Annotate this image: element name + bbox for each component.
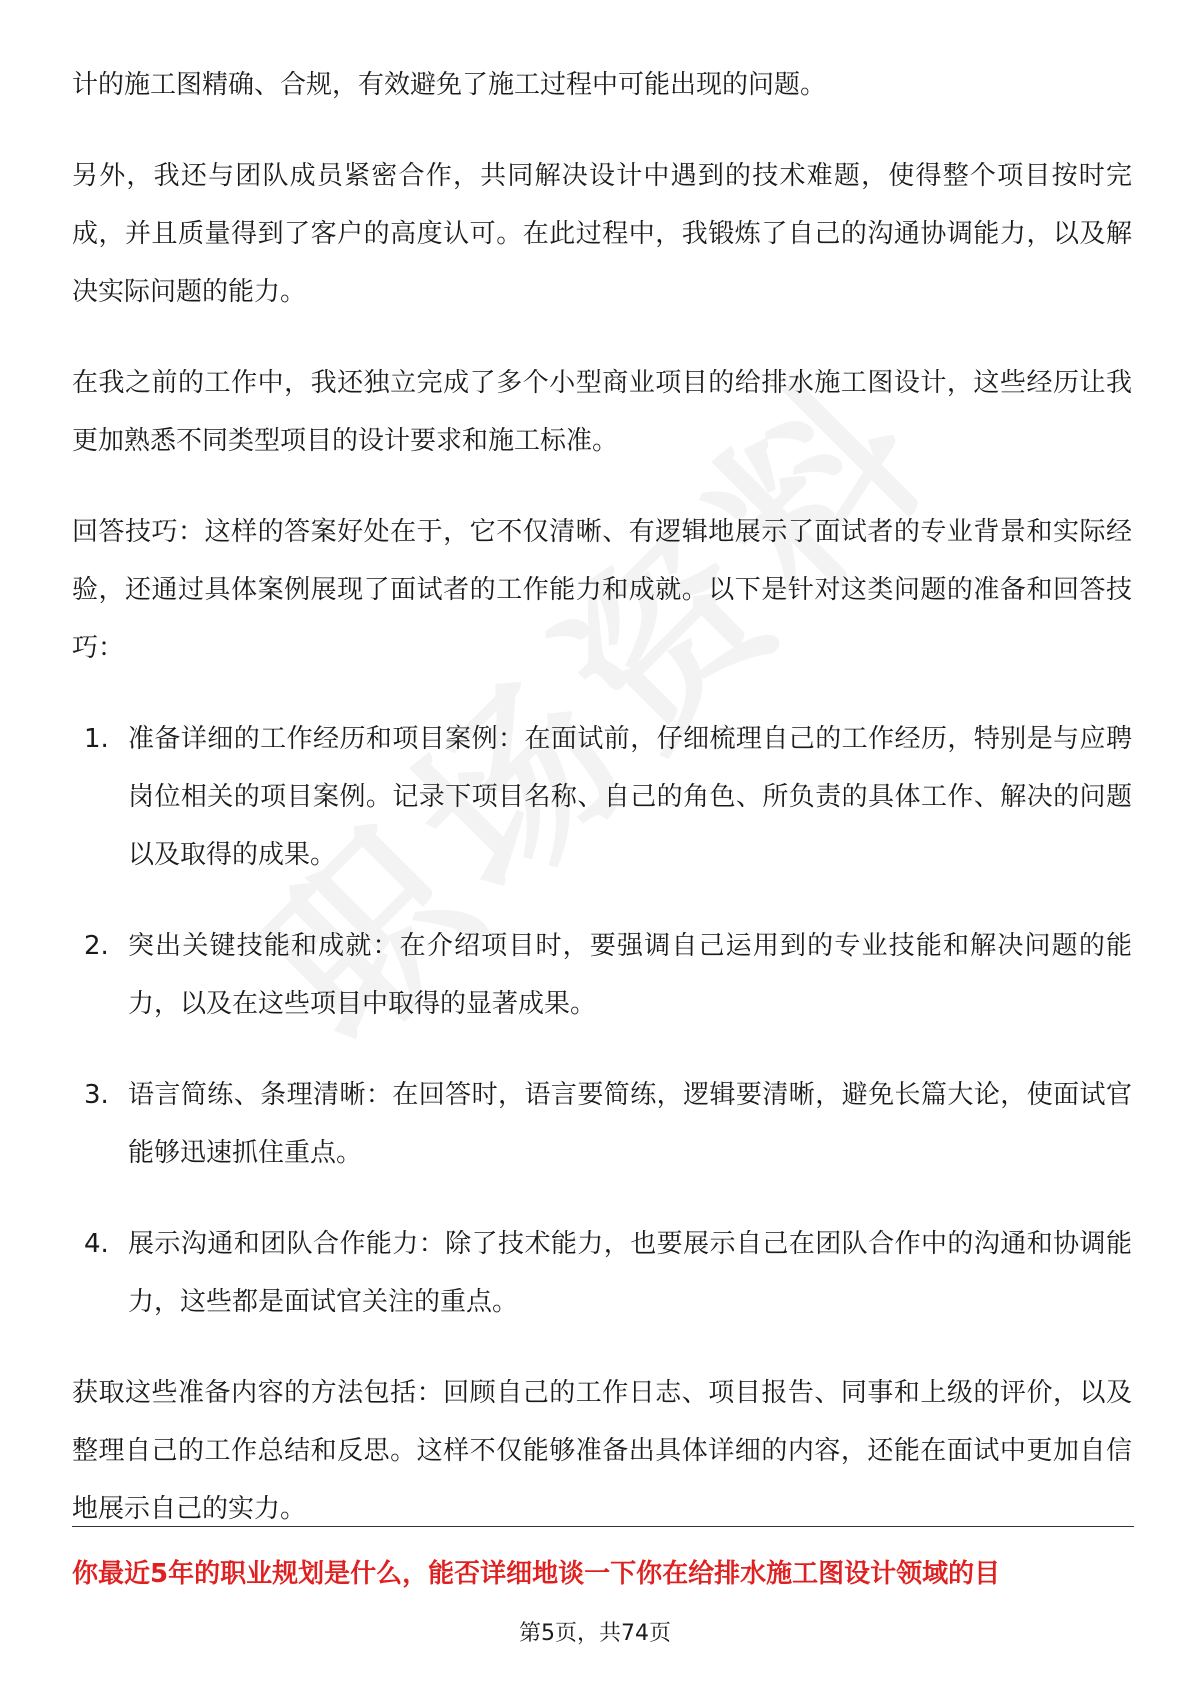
- list-item-number: 1.: [84, 724, 109, 754]
- paragraph: 计的施工图精确、合规，有效避免了施工过程中可能出现的问题。: [72, 70, 827, 100]
- list-item: [72, 1066, 1132, 1182]
- list-item: [72, 1215, 1132, 1331]
- divider: [72, 1526, 1134, 1527]
- list-item-number: 4.: [84, 1229, 109, 1259]
- list-item-text: 准备详细的工作经历和项目案例：在面试前，仔细梳理自己的工作经历，特别是与应聘岗位相关的项目案例。记录下项目名称、自己的角色、所负责的具体工作、解决的问题以及取得的成果。: [128, 724, 1132, 870]
- next-question-heading: 你最近5年的职业规划是什么，能否详细地谈一下你在给排水施工图设计领域的目: [72, 1559, 1001, 1589]
- page-number: 第5页，共74页: [519, 1621, 671, 1646]
- list-item-text: 展示沟通和团队合作能力：除了技术能力，也要展示自己在团队合作中的沟通和协调能力，这些都是面试官关注的重点。: [128, 1229, 1132, 1317]
- paragraph: 在我之前的工作中，我还独立完成了多个小型商业项目的给排水施工图设计，这些经历让我更加熟悉不同类型项目的设计要求和施工标准。: [72, 368, 1132, 456]
- main-content: [72, 56, 1132, 1571]
- paragraph: 获取这些准备内容的方法包括：回顾自己的工作日志、项目报告、同事和上级的评价，以及整理自己的工作总结和反思。这样不仅能够准备出具体详细的内容，还能在面试中更加自信地展示自己的实力。: [72, 1378, 1132, 1524]
- paragraph: 另外，我还与团队成员紧密合作，共同解决设计中遇到的技术难题，使得整个项目按时完成，并且质量得到了客户的高度认可。在此过程中，我锻炼了自己的沟通协调能力，以及解决实际问题的能力。: [72, 161, 1132, 307]
- list-item: [72, 710, 1132, 884]
- tips-list: [72, 710, 1132, 1331]
- list-item: [72, 917, 1132, 1033]
- list-item-number: 2.: [84, 931, 109, 961]
- paragraph: 回答技巧：这样的答案好处在于，它不仅清晰、有逻辑地展示了面试者的专业背景和实际经验，还通过具体案例展现了面试者的工作能力和成就。以下是针对这类问题的准备和回答技巧：: [72, 517, 1132, 663]
- list-item-number: 3.: [84, 1080, 109, 1110]
- list-item-text: 语言简练、条理清晰：在回答时，语言要简练，逻辑要清晰，避免长篇大论，使面试官能够迅速抓住重点。: [128, 1080, 1132, 1168]
- list-item-text: 突出关键技能和成就：在介绍项目时，要强调自己运用到的专业技能和解决问题的能力，以及在这些项目中取得的显著成果。: [128, 931, 1132, 1019]
